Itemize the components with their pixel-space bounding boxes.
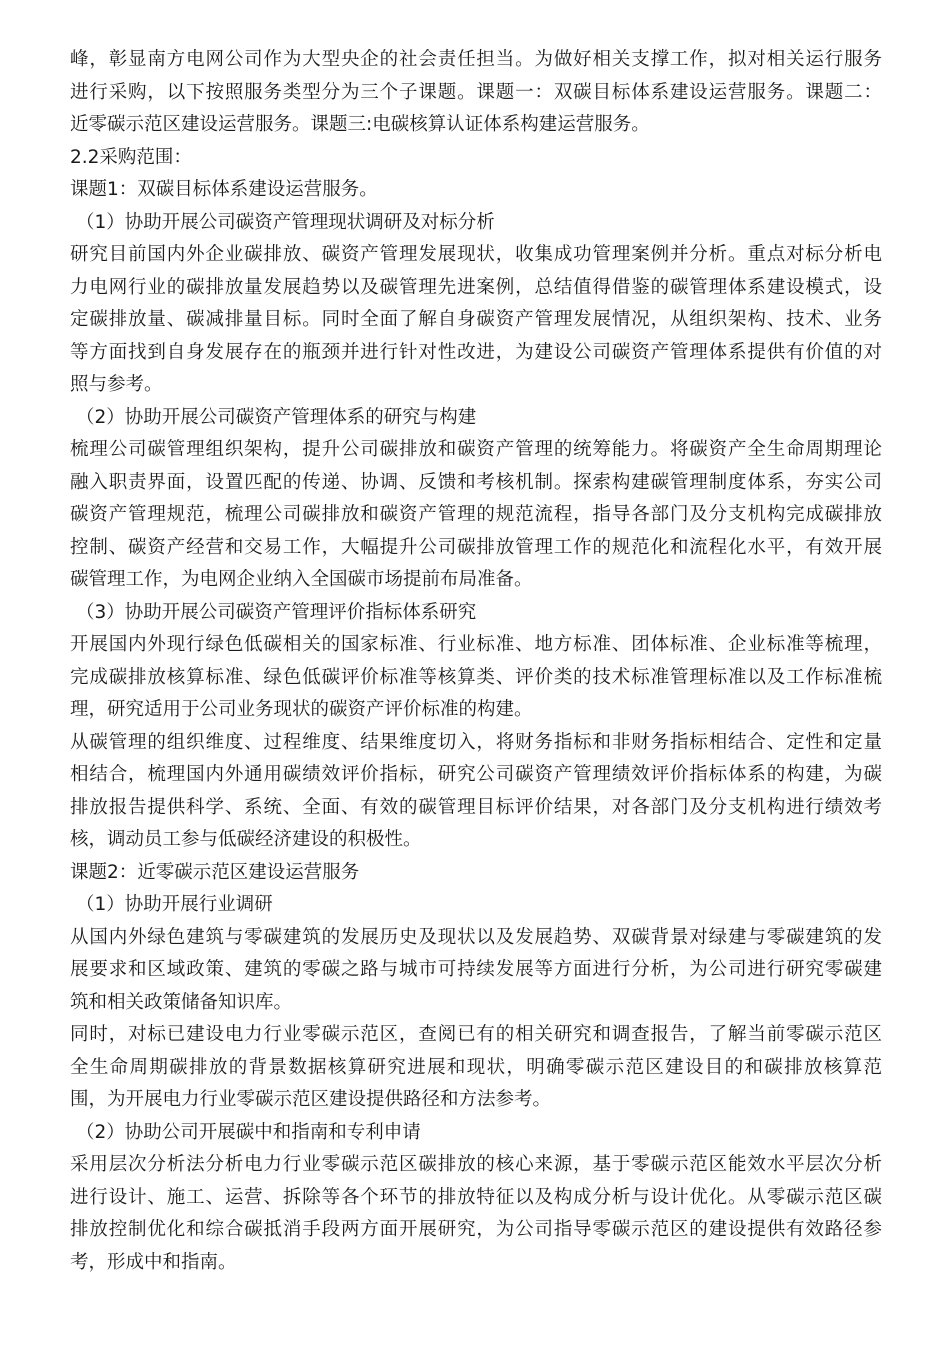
text-line: 排放控制优化和综合碳抵消手段两方面开展研究，为公司指导零碳示范区的建设提供有效路径参 bbox=[70, 1219, 882, 1240]
text-line: 梳理公司碳管理组织架构，提升公司碳排放和碳资产管理的统筹能力。将碳资产全生命周期理论 bbox=[70, 439, 882, 460]
text-line: 围，为开展电力行业零碳示范区建设提供路径和方法参考。 bbox=[70, 1089, 552, 1110]
text-line: 开展国内外现行绿色低碳相关的国家标准、行业标准、地方标准、团体标准、企业标准等梳理， bbox=[70, 634, 882, 655]
text-line: 研究目前国内外企业碳排放、碳资产管理发展现状，收集成功管理案例并分析。重点对标分析电 bbox=[70, 244, 882, 265]
text-line: 定碳排放量、碳减排量目标。同时全面了解自身碳资产管理发展情况，从组织架构、技术、业务 bbox=[70, 309, 882, 330]
document-body bbox=[70, 44, 882, 1279]
text-line: 展要求和区域政策、建筑的零碳之路与城市可持续发展等方面进行分析，为公司进行研究零碳建 bbox=[70, 959, 882, 980]
text-line: 筑和相关政策储备知识库。 bbox=[70, 991, 293, 1013]
text-line: 融入职责界面，设置匹配的传递、协调、反馈和考核机制。探索构建碳管理制度体系，夯实公司 bbox=[70, 471, 882, 493]
text-line: 照与参考。 bbox=[70, 374, 163, 395]
text-line: （2）协助公司开展碳中和指南和专利申请 bbox=[76, 1121, 421, 1143]
text-line: 课题1：双碳目标体系建设运营服务。 bbox=[70, 179, 378, 200]
text-line: 同时，对标已建设电力行业零碳示范区，查阅已有的相关研究和调查报告，了解当前零碳示范区 bbox=[70, 1024, 882, 1045]
text-line: 碳资产管理规范，梳理公司碳排放和碳资产管理的规范流程，指导各部门及分支机构完成碳排放 bbox=[70, 504, 882, 525]
text-line: （1）协助开展行业调研 bbox=[76, 894, 273, 915]
text-line: 等方面找到自身发展存在的瓶颈并进行针对性改进，为建设公司碳资产管理体系提供有价值的对 bbox=[70, 341, 882, 363]
text-line: 从国内外绿色建筑与零碳建筑的发展历史及现状以及发展趋势、双碳背景对绿建与零碳建筑的发 bbox=[70, 926, 882, 948]
text-line: 控制、碳资产经营和交易工作，大幅提升公司碳排放管理工作的规范化和流程化水平，有效开展 bbox=[70, 536, 882, 558]
text-line: 理，研究适用于公司业务现状的碳资产评价标准的构建。 bbox=[70, 699, 533, 720]
text-line: 考，形成中和指南。 bbox=[70, 1251, 237, 1273]
text-line: 排放报告提供科学、系统、全面、有效的碳管理目标评价结果，对各部门及分支机构进行绩效考 bbox=[70, 796, 882, 818]
text-line: 全生命周期碳排放的背景数据核算研究进展和现状，明确零碳示范区建设目的和碳排放核算范 bbox=[70, 1056, 882, 1078]
text-line: 碳管理工作，为电网企业纳入全国碳市场提前布局准备。 bbox=[70, 569, 533, 590]
text-line: 近零碳示范区建设运营服务。课题三:电碳核算认证体系构建运营服务。 bbox=[70, 114, 650, 135]
text-line: 采用层次分析法分析电力行业零碳示范区碳排放的核心来源，基于零碳示范区能效水平层次分析 bbox=[70, 1154, 882, 1175]
text-line: 2.2采购范围： bbox=[70, 146, 192, 168]
text-line: 相结合，梳理国内外通用碳绩效评价指标，研究公司碳资产管理绩效评价指标体系的构建，为碳 bbox=[70, 764, 882, 785]
text-line: （3）协助开展公司碳资产管理评价指标体系研究 bbox=[76, 601, 477, 623]
text-line: 进行设计、施工、运营、拆除等各个环节的排放特征以及构成分析与设计优化。从零碳示范区碳 bbox=[70, 1186, 882, 1208]
text-line: 从碳管理的组织维度、过程维度、结果维度切入，将财务指标和非财务指标相结合、定性和定量 bbox=[70, 731, 882, 753]
text-line: 力电网行业的碳排放量发展趋势以及碳管理先进案例，总结值得借鉴的碳管理体系建设模式，设 bbox=[70, 276, 882, 298]
text-line: 进行采购，以下按照服务类型分为三个子课题。课题一：双碳目标体系建设运营服务。课题二： bbox=[70, 81, 882, 103]
text-line: 课题2：近零碳示范区建设运营服务 bbox=[70, 861, 360, 883]
text-line: （2）协助开展公司碳资产管理体系的研究与构建 bbox=[76, 406, 477, 428]
text-line: 完成碳排放核算标准、绿色低碳评价标准等核算类、评价类的技术标准管理标准以及工作标准梳 bbox=[70, 666, 882, 688]
text-line: （1）协助开展公司碳资产管理现状调研及对标分析 bbox=[76, 211, 495, 233]
text-line: 峰，彰显南方电网公司作为大型央企的社会责任担当。为做好相关支撑工作，拟对相关运行服务 bbox=[70, 49, 882, 70]
text-line: 核，调动员工参与低碳经济建设的积极性。 bbox=[70, 829, 422, 850]
